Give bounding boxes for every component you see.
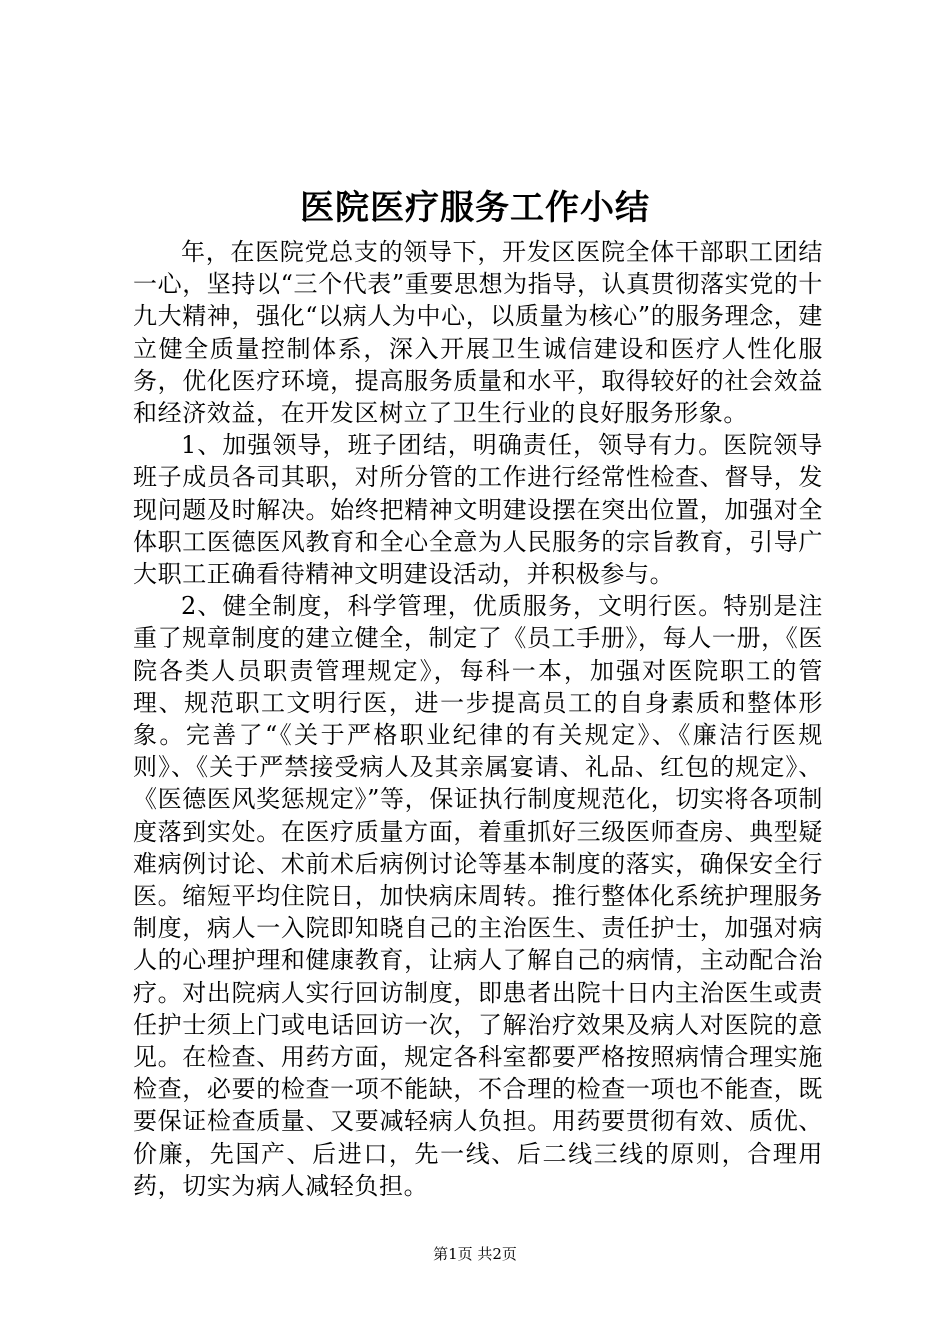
paragraph-intro: 年，在医院党总支的领导下，开发区医院全体干部职工团结一心，坚持以“三个代表”重要思想为指导，认真贯彻落实党的十九大精神，强化“以病人为中心，以质量为核心”的服务理念，建立健全质量控制体系，深入开展卫生诚信建设和医疗人性化服务，优化医疗环境，提高服务质量和水平，取得较好的社会效益和经济效益，在开发区树立了卫生行业的良好服务形象。 bbox=[133, 238, 823, 428]
paragraph-leadership: 1、加强领导，班子团结，明确责任，领导有力。医院领导班子成员各司其职，对所分管的工作进行经常性检查、督导，发现问题及时解决。始终把精神文明建设摆在突出位置，加强对全体职工医德医风教育和全心全意为人民服务的宗旨教育，引导广大职工正确看待精神文明建设活动，并积极参与。 bbox=[133, 431, 823, 589]
paragraph-management: 2、健全制度，科学管理，优质服务，文明行医。特别是注重了规章制度的建立健全，制定了《员工手册》，每人一册，《医院各类人员职责管理规定》，每科一本，加强对医院职工的管理、规范职工文明行医，进一步提高员工的自身素质和整体形象。完善了“《关于严格职业纪律的有关规定》、《廉洁行医规则》、《关于严禁接受病人及其亲属宴请、礼品、红包的规定》、《医德医风奖惩规定》”等，保证执行制度规范化，切实将各项制度落到实处。在医疗质量方面，着重抓好三级医师查房、典型疑难病例讨论、术前术后病例讨论等基本制度的落实，确保安全行医。缩短平均住院日，加快病床周转。推行整体化系统护理服务制度，病人一入院即知晓自己的主治医生、责任护士，加强对病人的心理护理和健康教育，让病人了解自己的病情，主动配合治疗。对出院病人实行回访制度，即患者出院十日内主治医生或责任护士须上门或电话回访一次，了解治疗效果及病人对医院的意见。在检查、用药方面，规定各科室都要严格按照病情合理实施检查，必要的检查一项不能缺，不合理的检查一项也不能查，既要保证检查质量、又要减轻病人负担。用药要贯彻有效、质优、价廉，先国产、后进口，先一线、后二线三线的原则，合理用药，切实为病人减轻负担。 bbox=[133, 592, 823, 1200]
page-number-footer: 第1页 共2页 bbox=[433, 1245, 517, 1263]
document-body bbox=[133, 236, 823, 1202]
document-title: 医院医疗服务工作小结 bbox=[300, 188, 650, 228]
